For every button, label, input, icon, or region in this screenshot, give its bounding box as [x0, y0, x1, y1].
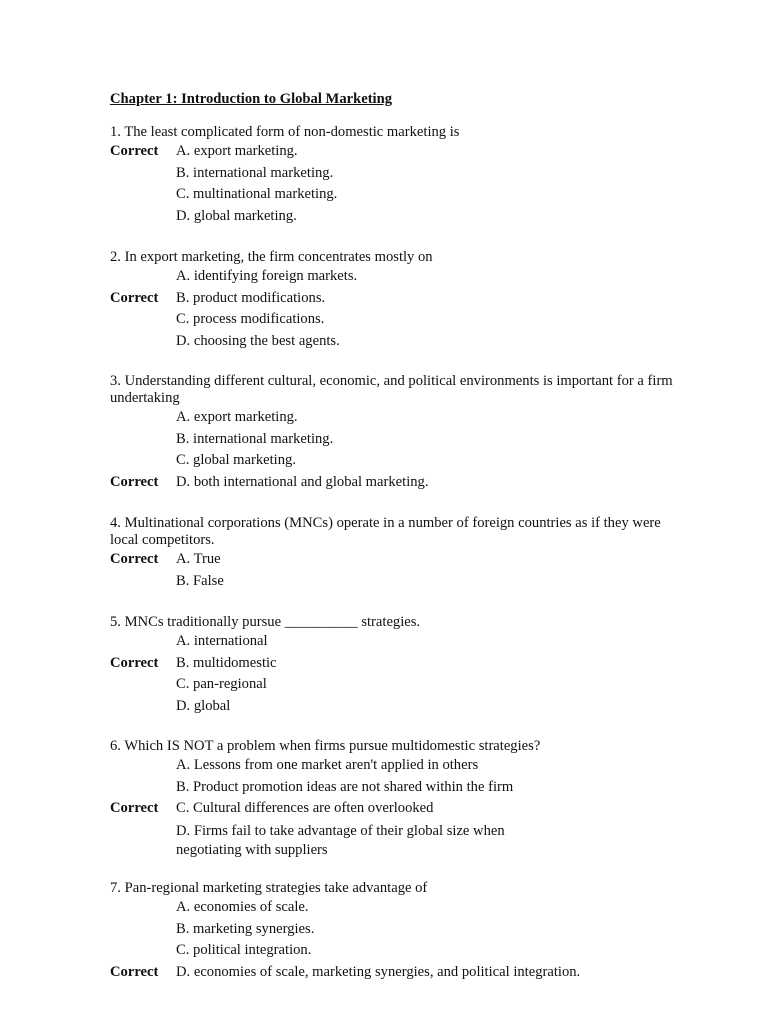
question-stem: 5. MNCs traditionally pursue __________ strategies. — [110, 614, 421, 630]
correct-marker: Correct — [110, 289, 159, 306]
option-text: B. Product promotion ideas are not shared within the firm — [176, 778, 514, 795]
question-stem: 7. Pan-regional marketing strategies take advantage of — [110, 880, 428, 896]
option-text: B. international marketing. — [176, 430, 334, 447]
question-stem: 6. Which IS NOT a problem when firms pursue multidomestic strategies? — [110, 738, 541, 754]
option-text: D. both international and global marketing. — [176, 473, 429, 490]
question-5 — [110, 614, 690, 717]
option-text: D. choosing the best agents. — [176, 332, 340, 349]
question-stem: 2. In export marketing, the firm concentrates mostly on — [110, 249, 433, 265]
correct-marker: Correct — [110, 800, 159, 817]
answer-option — [110, 163, 690, 185]
option-text: C. Cultural differences are often overlooked — [176, 800, 434, 817]
answer-option — [110, 820, 690, 860]
question-3 — [110, 373, 690, 493]
answer-option — [110, 940, 690, 962]
option-text: C. pan-regional — [176, 676, 267, 693]
question-2 — [110, 249, 690, 352]
option-text: A. identifying foreign markets. — [176, 268, 358, 284]
chapter-title: Chapter 1: Introduction to Global Marketing — [110, 91, 393, 107]
option-text: A. Lessons from one market aren't applied in others — [176, 757, 479, 773]
answer-option — [110, 472, 690, 494]
question-stem: 4. Multinational corporations (MNCs) operate in a number of foreign countries as if they were local competitors. — [110, 515, 661, 548]
answer-option — [110, 450, 690, 472]
answer-option — [110, 919, 690, 941]
option-text: A. True — [176, 551, 221, 567]
answer-option — [110, 962, 690, 984]
answer-option — [110, 309, 690, 331]
option-text: C. process modifications. — [176, 311, 325, 328]
option-text: B. marketing synergies. — [176, 920, 315, 937]
correct-marker: Correct — [110, 473, 159, 490]
question-7 — [110, 880, 690, 983]
answer-option — [110, 674, 690, 696]
answer-option — [110, 407, 690, 429]
answer-option — [110, 755, 690, 777]
answer-option — [110, 696, 690, 718]
answer-option — [110, 897, 690, 919]
option-text: D. global marketing. — [176, 207, 297, 224]
question-stem: 3. Understanding different cultural, economic, and political environments is important for a firm undertaking — [110, 373, 673, 406]
answer-option — [110, 266, 690, 288]
question-6 — [110, 738, 690, 860]
option-text: D. Firms fail to take advantage of their global size when negotiating with suppliers — [176, 822, 505, 858]
answer-option — [110, 777, 690, 799]
answer-option — [110, 798, 690, 820]
option-text: A. economies of scale. — [176, 899, 309, 915]
question-stem: 1. The least complicated form of non-domestic marketing is — [110, 124, 460, 140]
option-text: A. export marketing. — [176, 409, 298, 425]
answer-option — [110, 653, 690, 675]
option-text: B. international marketing. — [176, 164, 334, 181]
option-text: A. export marketing. — [176, 143, 298, 159]
option-text: A. international — [176, 633, 268, 649]
correct-marker: Correct — [110, 143, 159, 159]
answer-option — [110, 429, 690, 451]
answer-option — [110, 331, 690, 353]
option-text: D. economies of scale, marketing synergies, and political integration. — [176, 963, 581, 980]
question-1 — [110, 124, 690, 227]
option-text: B. multidomestic — [176, 654, 277, 671]
option-text: C. political integration. — [176, 942, 312, 959]
option-text: D. global — [176, 697, 231, 714]
answer-option — [110, 206, 690, 228]
option-text: C. global marketing. — [176, 452, 296, 469]
option-text: B. False — [176, 572, 224, 589]
answer-option — [110, 571, 690, 593]
option-text: B. product modifications. — [176, 289, 326, 306]
question-4 — [110, 515, 690, 592]
answer-option — [110, 141, 690, 163]
correct-marker: Correct — [110, 654, 159, 671]
answer-option — [110, 288, 690, 310]
correct-marker: Correct — [110, 963, 159, 980]
answer-option — [110, 631, 690, 653]
option-text: C. multinational marketing. — [176, 186, 338, 203]
correct-marker: Correct — [110, 551, 159, 567]
answer-option — [110, 549, 690, 571]
answer-option — [110, 184, 690, 206]
